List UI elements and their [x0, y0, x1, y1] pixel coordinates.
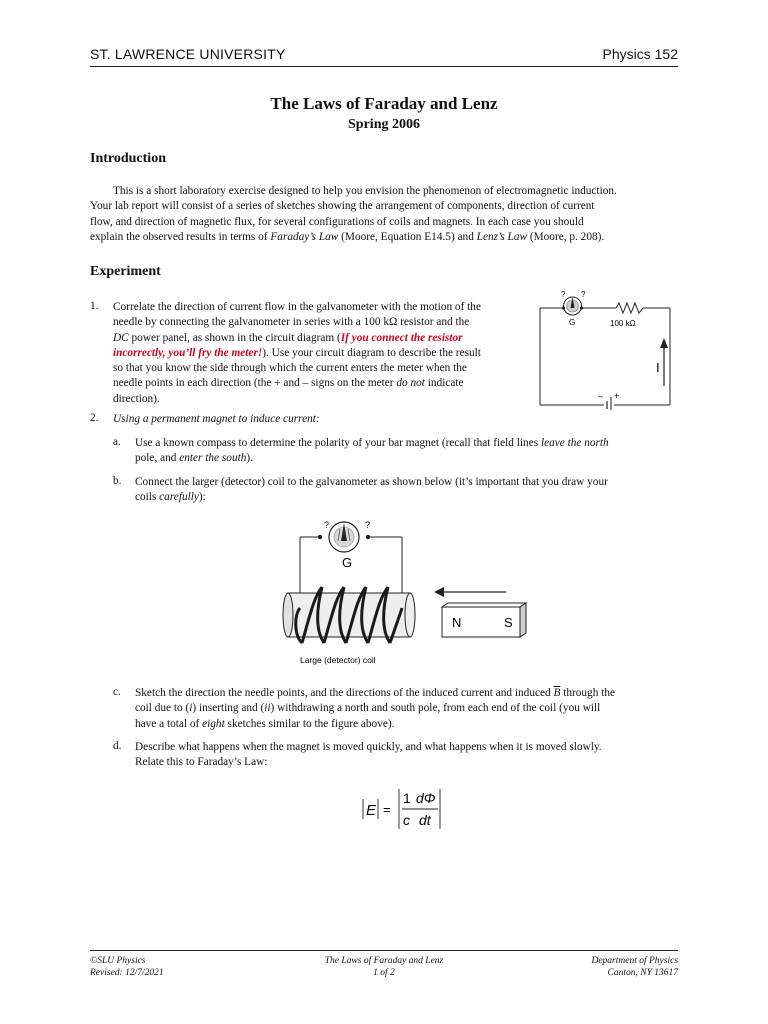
- meter-q-right: ?: [365, 520, 371, 530]
- resistor-icon: [616, 303, 643, 313]
- item-1-number: 1.: [90, 300, 99, 312]
- magnetic-field-symbol: $\overline{B}$: [553, 687, 561, 699]
- item-2-number: 2.: [90, 412, 99, 424]
- footer-rule: [90, 950, 678, 951]
- footer-right: Department of Physics Canton, NY 13617: [591, 956, 678, 978]
- emf-symbol: E: [366, 802, 377, 819]
- left-arrow-icon: [434, 587, 444, 597]
- sub-a-text: Use a known compass to determine the polarity of your bar magnet (recall that field lines leave the north pole, and enter the south).: [135, 437, 609, 465]
- item-1-text: Correlate the direction of current flow in the galvanometer with the motion of the needle by connecting the galvanometer in series with a 100 kΩ resistor and the DC power panel, as shown in the circuit diagram (If you connect the resistor incorrectly, you’ll fry the meter!). Use your circuit diagram to describe the result so that you know the side through which the current enters the meter when the needle points in each direction (the + and – signs on the meter do not indicate direction).: [113, 301, 481, 405]
- sub-d-letter: d.: [113, 740, 122, 752]
- sub-b-text: Connect the larger (detector) coil to the galvanometer as shown below (it’s important that you draw your coils carefully):: [135, 476, 608, 504]
- meter-label: G: [342, 555, 353, 570]
- meter-q-right: ?: [581, 290, 586, 299]
- lenz-law-ref: Lenz’s Law: [476, 230, 528, 243]
- intro-heading: Introduction: [90, 151, 166, 166]
- battery-minus: –: [598, 391, 604, 401]
- current-arrow-icon: [660, 338, 668, 348]
- sub-c-text: Sketch the direction the needle points, and the directions of the induced current and induced $\overline{B}$ through the coil due to (i) inserting and (ii) withdrawing a north and south pole, from each end of the coil (you will have a total of eight sketches similar to the figure above).: [135, 687, 615, 730]
- sub-a-letter: a.: [113, 436, 121, 448]
- equation-one: 1: [403, 790, 411, 806]
- circuit-diagram: [530, 286, 680, 410]
- intro-line: This is a short laboratory exercise designed to help you envision the phenomenon of electromagnetic induction.: [113, 185, 617, 197]
- equation-c: c: [403, 812, 410, 828]
- galvanometer-icon: [562, 297, 583, 315]
- coil-figure: [280, 515, 540, 675]
- intro-paragraph: [90, 184, 680, 245]
- meter-label: G: [569, 318, 576, 327]
- magnet-south-label: S: [504, 615, 513, 630]
- magnet-north-label: N: [452, 615, 462, 630]
- footer-left: ©SLU Physics Revised: 12/7/2021: [90, 956, 164, 978]
- resistor-label: 100 kΩ: [610, 319, 636, 328]
- sub-c-letter: c.: [113, 686, 121, 698]
- equation-dphi: dΦ: [416, 790, 436, 806]
- intro-line: explain the observed results in terms of Faraday’s Law (Moore, Equation E14.5) and Lenz’s Law (Moore, p. 208).: [90, 230, 605, 243]
- experiment-heading: Experiment: [90, 264, 161, 279]
- footer-center: The Laws of Faraday and Lenz 1 of 2: [324, 956, 444, 978]
- faraday-law-ref: Faraday’s Law: [270, 230, 339, 243]
- equals-sign: =: [383, 802, 391, 817]
- current-label: I: [656, 360, 660, 375]
- meter-q-left: ?: [561, 290, 566, 299]
- header-institution: ST. LAWRENCE UNIVERSITY: [90, 46, 286, 62]
- intro-line: flow, and direction of magnetic flux, for several configurations of coils and magnets. In each case you should: [90, 215, 584, 228]
- item-2-text: Using a permanent magnet to induce current:: [113, 413, 320, 425]
- sub-b-letter: b.: [113, 475, 122, 487]
- battery-plus: +: [614, 391, 620, 401]
- intro-line: Your lab report will consist of a series of sketches showing the arrangement of components, direction of current: [90, 200, 595, 213]
- page-subtitle: Spring 2006: [348, 117, 420, 132]
- page-title: The Laws of Faraday and Lenz: [270, 94, 498, 113]
- header-rule: [90, 66, 678, 67]
- page-header: [90, 46, 678, 66]
- coil-caption: Large (detector) coil: [300, 655, 376, 665]
- resistor-warning: If you connect the resistor: [340, 331, 463, 344]
- battery-icon: [604, 397, 614, 410]
- header-course: Physics 152: [602, 46, 678, 62]
- meter-q-left: ?: [324, 520, 330, 530]
- equation-dt: dt: [419, 812, 431, 828]
- sub-d-text: Describe what happens when the magnet is moved quickly, and what happens when it is moved slowly. Relate this to Faraday’s Law:: [135, 741, 602, 769]
- faraday-equation: [360, 786, 450, 832]
